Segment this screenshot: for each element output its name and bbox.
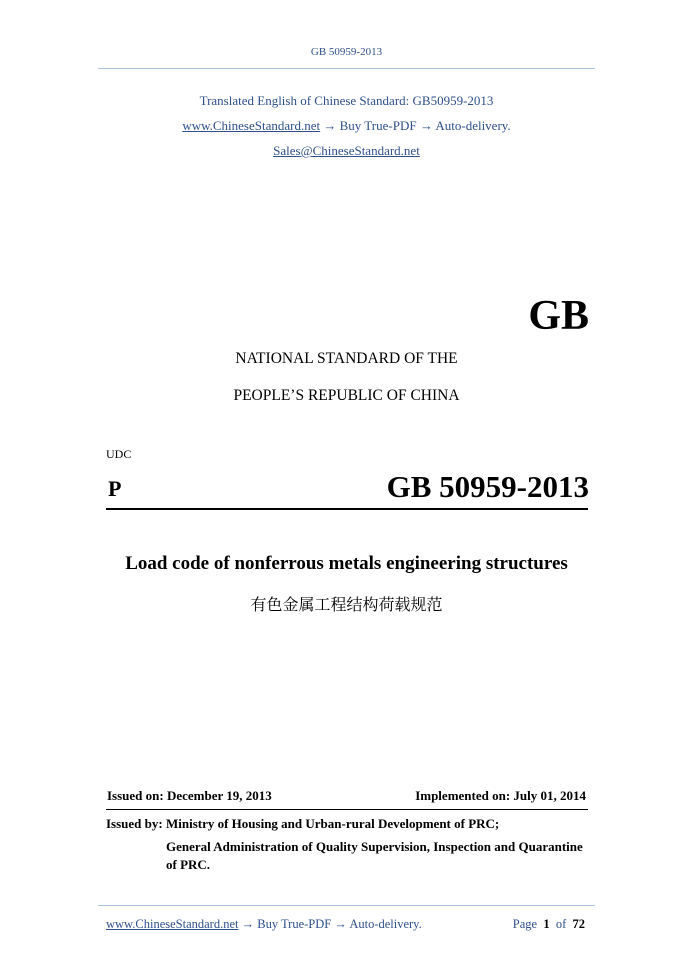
footer-delivery-text: Auto-delivery.: [349, 917, 422, 931]
issued-by-line: Issued by: Ministry of Housing and Urban-rural Development of PRC;: [106, 816, 500, 831]
footer-site-link[interactable]: www.ChineseStandard.net: [106, 917, 239, 931]
gb-mark: GB: [528, 293, 589, 339]
arrow-right-icon: →: [419, 118, 433, 133]
page-of-label: of: [555, 917, 567, 931]
national-standard-line-2: PEOPLE’S REPUBLIC OF CHINA: [233, 387, 460, 404]
arrow-right-icon: →: [323, 118, 337, 133]
standard-number-rule: [106, 508, 588, 510]
implemented-on-date: Implemented on: July 01, 2014: [415, 788, 586, 803]
standard-number: GB 50959-2013: [386, 469, 589, 504]
udc-label: UDC: [106, 447, 132, 461]
header-divider: [98, 68, 595, 69]
promo-email-line: [0, 143, 693, 159]
footer-promo: [106, 917, 422, 932]
page-label: Page: [512, 917, 538, 931]
site-link[interactable]: www.ChineseStandard.net: [182, 118, 321, 133]
arrow-right-icon: →: [241, 917, 255, 931]
sales-email-link[interactable]: Sales@ChineseStandard.net: [273, 143, 420, 158]
promo-purchase-line: [0, 118, 693, 134]
title-chinese: 有色金属工程结构荷载规范: [250, 595, 443, 614]
classification-code: P: [108, 476, 122, 501]
page-current: 1: [543, 917, 550, 931]
arrow-right-icon: →: [334, 917, 347, 931]
footer-divider: [98, 905, 595, 906]
buy-pdf-text: Buy True-PDF: [339, 118, 417, 133]
issued-on-date: Issued on: December 19, 2013: [107, 788, 272, 803]
second-issuer: General Administration of Quality Supervision, Inspection and Quarantine of PRC.: [166, 839, 583, 872]
title-english: Load code of nonferrous metals engineering structures: [125, 553, 568, 574]
dates-divider: [106, 809, 588, 810]
page-indicator: [513, 917, 585, 932]
translation-notice: Translated English of Chinese Standard: GB50959-2013: [199, 93, 494, 108]
page-total: 72: [572, 917, 585, 931]
national-standard-line-1: NATIONAL STANDARD OF THE: [235, 350, 458, 367]
running-header-title: GB 50959-2013: [310, 46, 383, 58]
auto-delivery-text: Auto-delivery.: [435, 118, 511, 133]
footer-buy-text: Buy True-PDF: [257, 917, 332, 931]
